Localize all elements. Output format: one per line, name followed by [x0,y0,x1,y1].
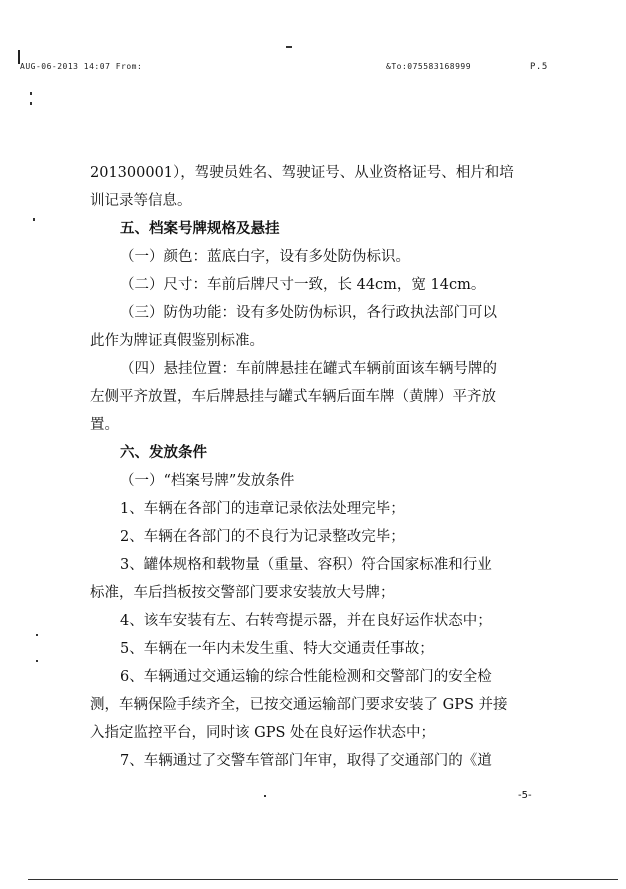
body-line: 左侧平齐放置，车后牌悬挂与罐式车辆后面车牌（黄牌）平齐放 [90,389,496,405]
fax-header-to-number: &To:075583168999 [386,62,472,71]
section-heading: 六、发放条件 [120,444,207,461]
scan-speck [286,46,292,48]
body-line: 此作为牌证真假鉴别标准。 [90,333,264,349]
body-line: （一）颜色：蓝底白字，设有多处防伪标识。 [120,249,410,265]
scan-speck [264,795,266,797]
body-line: 置。 [90,417,119,433]
body-line: 标准，车后挡板按交警部门要求安装放大号牌； [90,585,395,601]
page-number: -5- [518,790,532,801]
body-line: 7、车辆通过了交警车管部门年审，取得了交通部门的《道 [120,753,492,769]
body-line: 2、车辆在各部门的不良行为记录整改完毕； [120,529,405,545]
body-line: （二）尺寸：车前后牌尺寸一致，长 44cm，宽 14cm。 [120,277,486,293]
body-line: 4、该车安装有左、右转弯提示器，并在良好运作状态中； [120,613,492,629]
body-line: 5、车辆在一年内未发生重、特大交通责任事故； [120,641,434,657]
fax-header-page: P.5 [530,62,548,72]
body-line: 入指定监控平台，同时该 GPS 处在良好运作状态中； [90,725,435,741]
scan-speck [33,218,35,221]
body-line: （一）“档案号牌”发放条件 [120,473,295,489]
body-line: 201300001），驾驶员姓名、驾驶证号、从业资格证号、相片和培 [90,165,514,181]
scan-speck [36,660,38,662]
body-line: 6、车辆通过交通运输的综合性能检测和交警部门的安全检 [120,669,492,685]
body-line: （四）悬挂位置：车前牌悬挂在罐式车辆前面该车辆号牌的 [120,361,497,377]
body-line: 训记录等信息。 [90,193,192,209]
bottom-rule [28,879,618,880]
body-line: （三）防伪功能：设有多处防伪标识，各行政执法部门可以 [120,305,497,321]
scan-speck [36,634,38,636]
body-line: 3、罐体规格和载物量（重量、容积）符合国家标准和行业 [120,557,492,573]
section-heading: 五、档案号牌规格及悬挂 [120,220,280,237]
scan-speck [30,102,32,105]
body-line: 1、车辆在各部门的违章记录依法处理完毕； [120,501,405,517]
body-line: 测，车辆保险手续齐全，已按交通运输部门要求安装了 GPS 并接 [90,697,508,713]
fax-header-date-from: AUG-06-2013 14:07 From: [20,62,143,71]
scan-speck [30,92,32,95]
